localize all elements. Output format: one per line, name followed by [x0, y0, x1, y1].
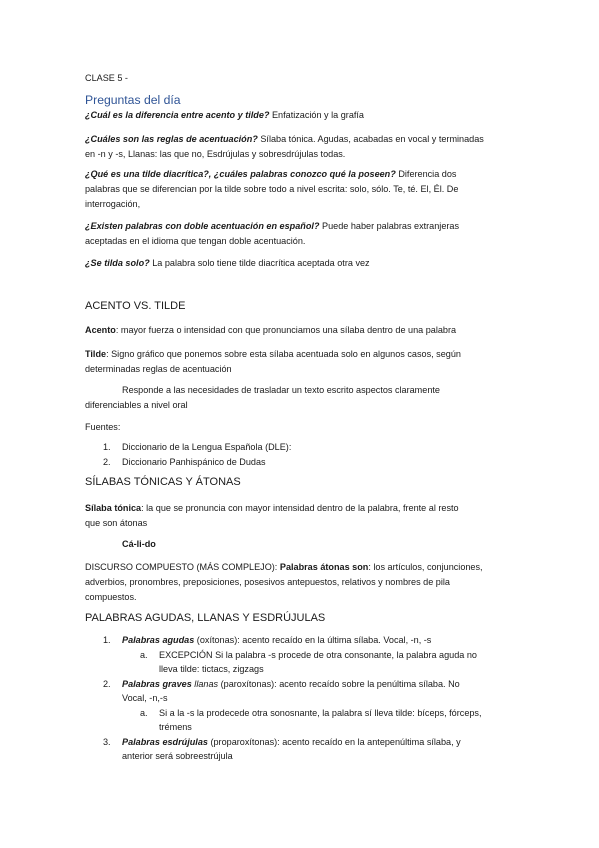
list-number: 3. — [103, 737, 111, 747]
discurso-bold: Palabras átonas son — [279, 562, 369, 572]
sub-item-text: Si a la -s la prodecede otra sonosnante, la palabra sí lleva tilde: bíceps, fórceps, — [159, 708, 482, 718]
sub-item-a1-line2: lleva tilde: tictacs, zigzags — [159, 664, 264, 674]
section-heading-palabras: PALABRAS AGUDAS, LLANAS Y ESDRÚJULAS — [85, 612, 326, 624]
question-2 — [85, 132, 484, 147]
graves-label: Palabras graves — [122, 679, 192, 689]
tilde-text-line1: : Signo gráfico que ponemos sobre esta sílaba acentuada solo en algunos casos, según — [106, 349, 461, 359]
palabras-item-1 — [103, 633, 431, 648]
sub-list-letter: a. — [140, 650, 148, 660]
question-5 — [85, 256, 370, 271]
discurso-line3: compuestos. — [85, 592, 137, 602]
sub-list-letter: a. — [140, 708, 148, 718]
question-1 — [85, 108, 364, 123]
tonica-definition — [85, 501, 459, 516]
esdrujulas-text: (proparoxítonas): acento recaído en la antepenúltima sílaba, y — [207, 737, 461, 747]
list-number: 2. — [103, 457, 111, 467]
answer-1-text: Enfatización y la grafía — [269, 110, 364, 120]
answer-2-line2: en -n y -s, Llanas: las que no, Esdrújulas y sobresdrújulas todas. — [85, 149, 346, 159]
acento-definition — [85, 323, 456, 338]
class-title: CLASE 5 - — [85, 73, 128, 83]
palabras-item-3 — [103, 735, 461, 750]
fuentes-item-2 — [103, 455, 266, 470]
tonica-text-line1: : la que se pronuncia con mayor intensidad dentro de la palabra, frente al resto — [141, 503, 459, 513]
list-text: Diccionario de la Lengua Española (DLE): — [122, 442, 292, 452]
answer-4-line1: Puede haber palabras extranjeras — [319, 221, 460, 231]
acento-label: Acento — [85, 325, 116, 335]
answer-3-line3: interrogación, — [85, 199, 141, 209]
tonica-label: Sílaba tónica — [85, 503, 142, 513]
question-2-text: ¿Cuáles son las reglas de acentuación? — [85, 134, 258, 144]
fuentes-label: Fuentes: — [85, 422, 121, 432]
responde-line1: Responde a las necesidades de trasladar un texto escrito aspectos claramente — [122, 385, 440, 395]
list-text: Diccionario Panhispánico de Dudas — [122, 457, 266, 467]
graves-text-line2: Vocal, -n,-s — [122, 693, 168, 703]
sub-item-text: EXCEPCIÓN Si la palabra -s procede de otra consonante, la palabra aguda no — [159, 650, 477, 660]
discurso-line2: adverbios, pronombres, preposiciones, posesivos antepuestos, relativos y nombres de pila — [85, 577, 450, 587]
acento-text: : mayor fuerza o intensidad con que pronunciamos una sílaba dentro de una palabra — [115, 325, 457, 335]
answer-3-line2: palabras que se diferencian por la tilde sobre todo a nivel escrita: solo, sólo. Te, té. El, Él. De — [85, 184, 459, 194]
example-word — [122, 537, 156, 552]
question-4-text: ¿Existen palabras con doble acentuación en español? — [85, 221, 320, 231]
question-3 — [85, 167, 456, 182]
discurso-prefix: DISCURSO COMPUESTO (MÁS COMPLEJO): — [85, 562, 280, 572]
graves-text: (paroxítonas): acento recaído sobre la penúltima sílaba. No — [218, 679, 460, 689]
questions-heading: Preguntas del día — [85, 93, 181, 107]
section-heading-acento: ACENTO VS. TILDE — [85, 300, 186, 312]
sub-item-a2-line2: trémens — [159, 722, 192, 732]
answer-5-text: La palabra solo tiene tilde diacrítica aceptada otra vez — [149, 258, 370, 268]
esdrujulas-label: Palabras esdrújulas — [122, 737, 208, 747]
sub-item-a1-line1 — [140, 648, 477, 663]
answer-3-line1: Diferencia dos — [395, 169, 457, 179]
tilde-text-line2: determinadas reglas de acentuación — [85, 364, 232, 374]
question-1-text: ¿Cuál es la diferencia entre acento y tilde? — [85, 110, 270, 120]
answer-4-line2: aceptadas en el idioma que tengan doble acentuación. — [85, 236, 306, 246]
tilde-label: Tilde — [85, 349, 107, 359]
question-3-text: ¿Qué es una tilde diacrítica?, ¿cuáles palabras conozco qué la poseen? — [85, 169, 396, 179]
question-4 — [85, 219, 459, 234]
discurso-line1 — [85, 560, 483, 575]
esdrujulas-text-line2: anterior será sobreestrújula — [122, 751, 233, 761]
palabras-item-2 — [103, 677, 460, 692]
example-word-text: Cá-li-do — [122, 539, 156, 549]
question-5-text: ¿Se tilda solo? — [85, 258, 150, 268]
agudas-label: Palabras agudas — [122, 635, 195, 645]
llanas-label: llanas — [191, 679, 219, 689]
tonica-text-line2: que son átonas — [85, 518, 148, 528]
tilde-definition — [85, 347, 461, 362]
answer-2-line1: Sílaba tónica. Agudas, acabadas en vocal y terminadas — [257, 134, 484, 144]
responde-line2: diferenciables a nivel oral — [85, 400, 188, 410]
list-number: 1. — [103, 635, 111, 645]
section-heading-silabas: SÍLABAS TÓNICAS Y ÁTONAS — [85, 476, 241, 488]
list-number: 2. — [103, 679, 111, 689]
agudas-text: (oxítonas): acento recaído en la última sílaba. Vocal, -n, -s — [194, 635, 432, 645]
list-number: 1. — [103, 442, 111, 452]
discurso-text1: : los artículos, conjunciones, — [368, 562, 483, 572]
fuentes-item-1 — [103, 440, 291, 455]
sub-item-a2-line1 — [140, 706, 482, 721]
